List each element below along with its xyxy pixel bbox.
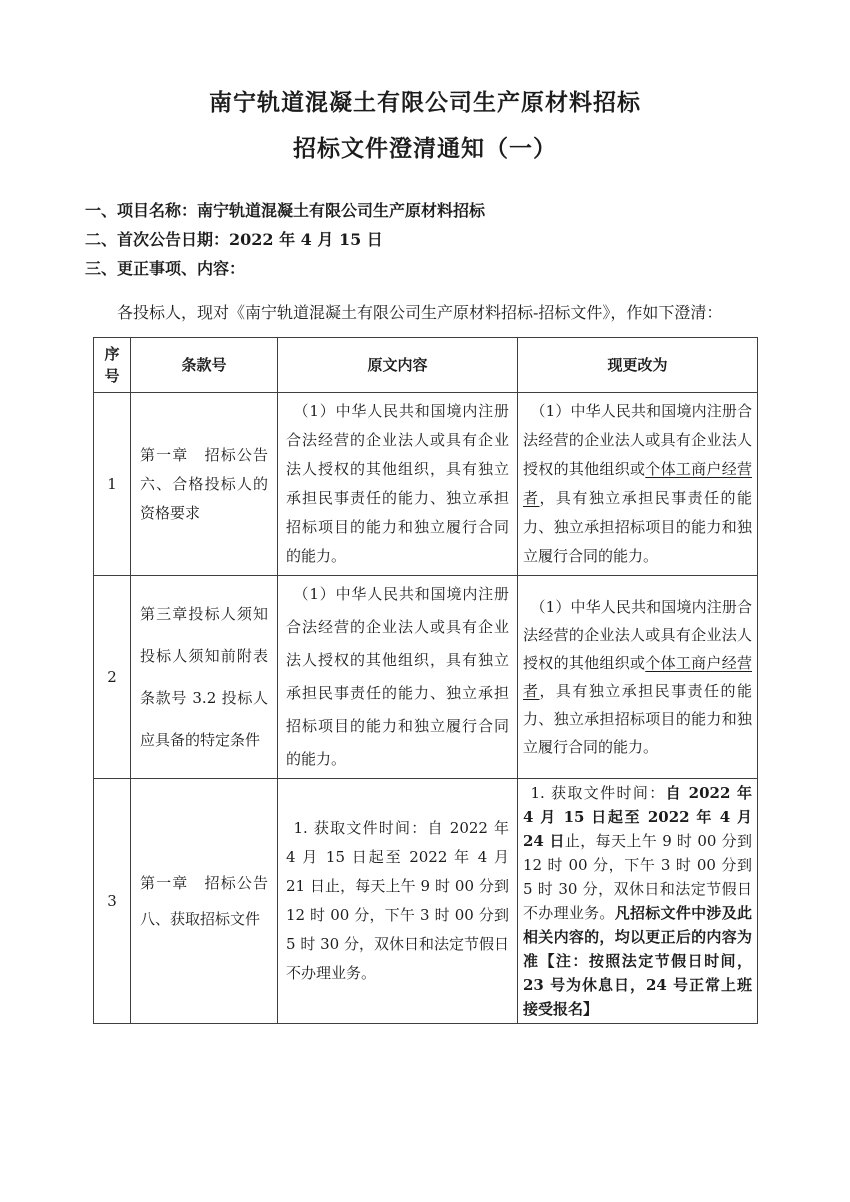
text-segment: 个体工商户经营者 bbox=[523, 654, 752, 700]
list-item-first-announcement-date: 二、首次公告日期：2022 年 4 月 15 日 bbox=[85, 230, 383, 249]
cell-seq-no: 2 bbox=[94, 576, 131, 779]
text-segment: （1）中华人民共和国境内注册合法经营的企业法人或具有企业法人授权的其他组织，具有独立承担民事责任的能力、独立承担招标项目的能力和独立履行合同的能力。 bbox=[286, 402, 509, 565]
document-title bbox=[85, 80, 765, 172]
cell-clause-no: 第三章投标人须知投标人须知前附表条款号 3.2 投标人应具备的特定条件 bbox=[131, 576, 278, 779]
cell-seq-no: 3 bbox=[94, 779, 131, 1024]
cell-clause-no: 第一章 招标公告六、合格投标人的资格要求 bbox=[131, 393, 278, 576]
header-changed-to: 现更改为 bbox=[518, 338, 758, 393]
text-segment: 1. 获取文件时间：自 2022 年 4 月 15 日起至 2022 年 4 月 21 日止，每天上午 9 时 00 分到 12 时 00 分，下午 3 时 00 分到 5 时 30 分，双休日和法定节假日不办理业务。 bbox=[286, 819, 509, 982]
text-segment: 止，每天上午 9 时 00 分到 12 时 00 分，下午 3 时 00 分到 5 时 30 分，双休日和法定节假日不办理业务。 bbox=[523, 832, 752, 922]
clarification-table bbox=[93, 337, 758, 1024]
header-original-content: 原文内容 bbox=[278, 338, 518, 393]
text-segment: 1. 获取文件时间： bbox=[530, 784, 666, 802]
cell-seq-no: 1 bbox=[94, 393, 131, 576]
list-item-correction-content: 三、更正事项、内容： bbox=[85, 259, 246, 278]
text-segment: 个体工商户经营者 bbox=[523, 460, 752, 507]
text-segment: （1）中华人民共和国境内注册合法经营的企业法人或具有企业法人授权的其他组织或 bbox=[523, 598, 752, 672]
text-segment: ，具有独立承担民事责任的能力、独立承担招标项目的能力和独立履行合同的能力。 bbox=[523, 682, 752, 756]
text-segment: 凡招标文件中涉及此相关内容的，均以更正后的内容为准【注：按照法定节假日时间，23 号为休息日，24 号正常上班接受报名】 bbox=[523, 904, 752, 1018]
clarification-intro: 各投标人，现对《南宁轨道混凝土有限公司生产原材料招标-招标文件》，作如下澄清： bbox=[117, 303, 723, 322]
cell-changed-to bbox=[518, 393, 758, 576]
table-row bbox=[94, 576, 758, 779]
table-header bbox=[94, 338, 758, 393]
header-list bbox=[85, 196, 765, 283]
cell-original-content bbox=[278, 393, 518, 576]
cell-original-content bbox=[278, 576, 518, 779]
table-header-row bbox=[94, 338, 758, 393]
cell-changed-to bbox=[518, 576, 758, 779]
list-item-project-name: 一、项目名称：南宁轨道混凝土有限公司生产原材料招标 bbox=[85, 201, 486, 220]
document-title-line1: 南宁轨道混凝土有限公司生产原材料招标 bbox=[209, 89, 641, 116]
table-row bbox=[94, 393, 758, 576]
text-segment: ，具有独立承担民事责任的能力、独立承担招标项目的能力和独立履行合同的能力。 bbox=[523, 489, 752, 565]
document-title-line2: 招标文件澄清通知（一） bbox=[293, 135, 557, 162]
cell-original-content bbox=[278, 779, 518, 1024]
text-segment: （1）中华人民共和国境内注册合法经营的企业法人或具有企业法人授权的其他组织，具有独立承担民事责任的能力、独立承担招标项目的能力和独立履行合同的能力。 bbox=[286, 585, 509, 768]
table-body bbox=[94, 393, 758, 1024]
header-seq-no: 序号 bbox=[94, 338, 131, 393]
text-segment: 自 2022 年 4 月 15 日起至 2022 年 4 月 24 日 bbox=[523, 784, 752, 850]
text-segment: （1）中华人民共和国境内注册合法经营的企业法人或具有企业法人授权的其他组织或 bbox=[523, 402, 752, 478]
table-row bbox=[94, 779, 758, 1024]
cell-changed-to bbox=[518, 779, 758, 1024]
header-clause-no: 条款号 bbox=[131, 338, 278, 393]
cell-clause-no: 第一章 招标公告八、获取招标文件 bbox=[131, 779, 278, 1024]
